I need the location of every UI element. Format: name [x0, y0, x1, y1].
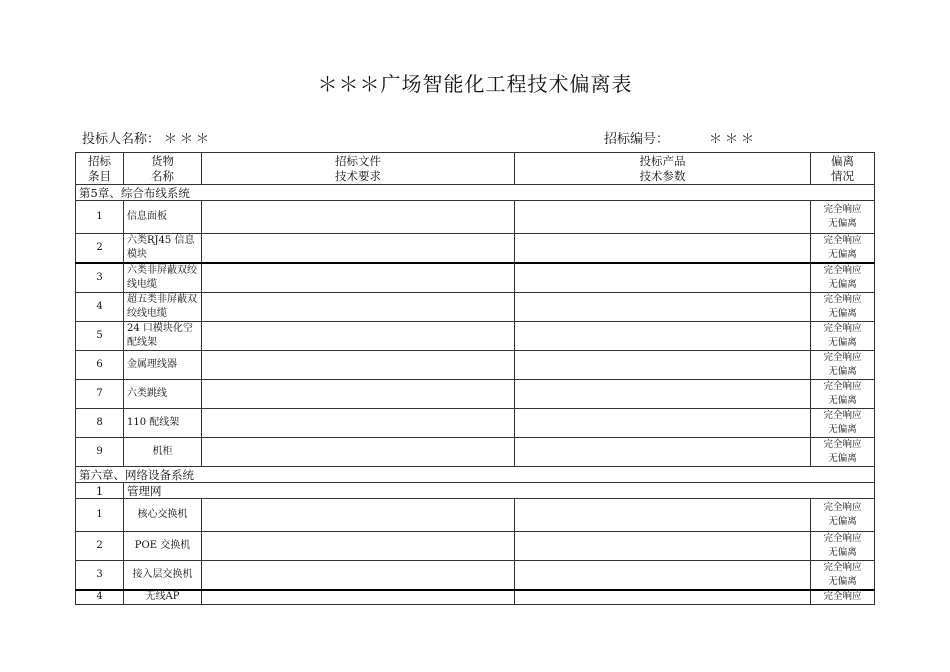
row-deviation: 完全响应 无偏离	[811, 532, 875, 561]
row-goods-name: 金属理线器	[124, 351, 202, 380]
row-parameter-cell	[515, 322, 811, 351]
row-no: 1	[76, 499, 124, 532]
subsection-title: 管理网	[124, 483, 875, 499]
table-row	[76, 590, 875, 604]
row-deviation: 完全响应 无偏离	[811, 380, 875, 409]
row-requirement-cell	[202, 532, 515, 561]
row-requirement-cell	[202, 438, 515, 467]
tender-number-label: 招标编号：	[604, 132, 670, 147]
row-requirement-cell	[202, 499, 515, 532]
section-row	[76, 185, 875, 201]
table-row	[76, 499, 875, 532]
row-goods-name: 接入层交换机	[124, 561, 202, 591]
row-deviation: 完全响应 无偏离	[811, 234, 875, 264]
row-deviation: 完全响应 无偏离	[811, 351, 875, 380]
row-goods-name: 六类跳线	[124, 380, 202, 409]
row-parameter-cell	[515, 532, 811, 561]
table-row	[76, 322, 875, 351]
row-no: 6	[76, 351, 124, 380]
row-requirement-cell	[202, 234, 515, 264]
row-no: 5	[76, 322, 124, 351]
row-goods-name: 超五类非屏蔽双绞线电缆	[124, 293, 202, 322]
row-parameter-cell	[515, 380, 811, 409]
row-parameter-cell	[515, 409, 811, 438]
row-deviation: 完全响应 无偏离	[811, 561, 875, 591]
row-parameter-cell	[515, 234, 811, 264]
row-deviation: 完全响应 无偏离	[811, 409, 875, 438]
bidder-value: ＊＊＊	[164, 132, 213, 147]
table-header-row	[76, 153, 875, 185]
row-goods-name: 六类非屏蔽双绞线电缆	[124, 263, 202, 293]
row-no: 2	[76, 532, 124, 561]
row-goods-name: 无线AP	[124, 590, 202, 604]
row-goods-name: 核心交换机	[124, 499, 202, 532]
row-no: 1	[76, 201, 124, 234]
row-parameter-cell	[515, 351, 811, 380]
subsection-row	[76, 483, 875, 499]
row-requirement-cell	[202, 409, 515, 438]
row-goods-name: 六类RJ45 信息模块	[124, 234, 202, 264]
row-no: 4	[76, 590, 124, 604]
row-deviation: 完全响应 无偏离	[811, 201, 875, 234]
row-no: 4	[76, 293, 124, 322]
row-deviation: 完全响应 无偏离	[811, 263, 875, 293]
row-parameter-cell	[515, 561, 811, 591]
row-requirement-cell	[202, 263, 515, 293]
header-tender-requirements: 招标文件 技术要求	[202, 153, 515, 185]
tender-number-line	[604, 128, 757, 147]
row-requirement-cell	[202, 293, 515, 322]
tender-number-value: ＊＊＊	[709, 132, 758, 147]
bidder-line	[82, 128, 212, 147]
row-requirement-cell	[202, 590, 515, 604]
row-goods-name: 110 配线架	[124, 409, 202, 438]
deviation-table	[75, 152, 875, 605]
row-deviation: 完全响应	[811, 590, 875, 604]
row-goods-name: POE 交换机	[124, 532, 202, 561]
header-goods-name: 货物 名称	[124, 153, 202, 185]
row-deviation: 完全响应 无偏离	[811, 293, 875, 322]
section-title: 第5章、综合布线系统	[76, 185, 875, 201]
row-deviation: 完全响应 无偏离	[811, 322, 875, 351]
table-row	[76, 351, 875, 380]
row-no: 2	[76, 234, 124, 264]
row-parameter-cell	[515, 499, 811, 532]
row-parameter-cell	[515, 590, 811, 604]
table-row	[76, 263, 875, 293]
row-no: 3	[76, 561, 124, 591]
row-parameter-cell	[515, 438, 811, 467]
row-goods-name: 信息面板	[124, 201, 202, 234]
row-goods-name: 机柜	[124, 438, 202, 467]
header-item-no: 招标 条目	[76, 153, 124, 185]
header-deviation: 偏离 情况	[811, 153, 875, 185]
table-row	[76, 532, 875, 561]
row-requirement-cell	[202, 322, 515, 351]
row-requirement-cell	[202, 561, 515, 591]
row-deviation: 完全响应 无偏离	[811, 499, 875, 532]
subsection-no: 1	[76, 483, 124, 499]
row-parameter-cell	[515, 201, 811, 234]
page-title: ＊＊＊广场智能化工程技术偏离表	[317, 72, 633, 96]
row-deviation: 完全响应 无偏离	[811, 438, 875, 467]
table-row	[76, 234, 875, 264]
section-row	[76, 467, 875, 483]
table-row	[76, 561, 875, 591]
row-no: 9	[76, 438, 124, 467]
table-row	[76, 201, 875, 234]
row-parameter-cell	[515, 293, 811, 322]
row-goods-name: 24 口模块化空配线架	[124, 322, 202, 351]
row-no: 3	[76, 263, 124, 293]
table-row	[76, 380, 875, 409]
row-requirement-cell	[202, 201, 515, 234]
row-requirement-cell	[202, 351, 515, 380]
row-no: 8	[76, 409, 124, 438]
row-no: 7	[76, 380, 124, 409]
table-row	[76, 438, 875, 467]
row-requirement-cell	[202, 380, 515, 409]
row-parameter-cell	[515, 263, 811, 293]
section-title: 第六章、网络设备系统	[76, 467, 875, 483]
bidder-label: 投标人名称：	[82, 132, 161, 147]
table-row	[76, 293, 875, 322]
table-row	[76, 409, 875, 438]
header-bid-parameters: 投标产品 技术参数	[515, 153, 811, 185]
